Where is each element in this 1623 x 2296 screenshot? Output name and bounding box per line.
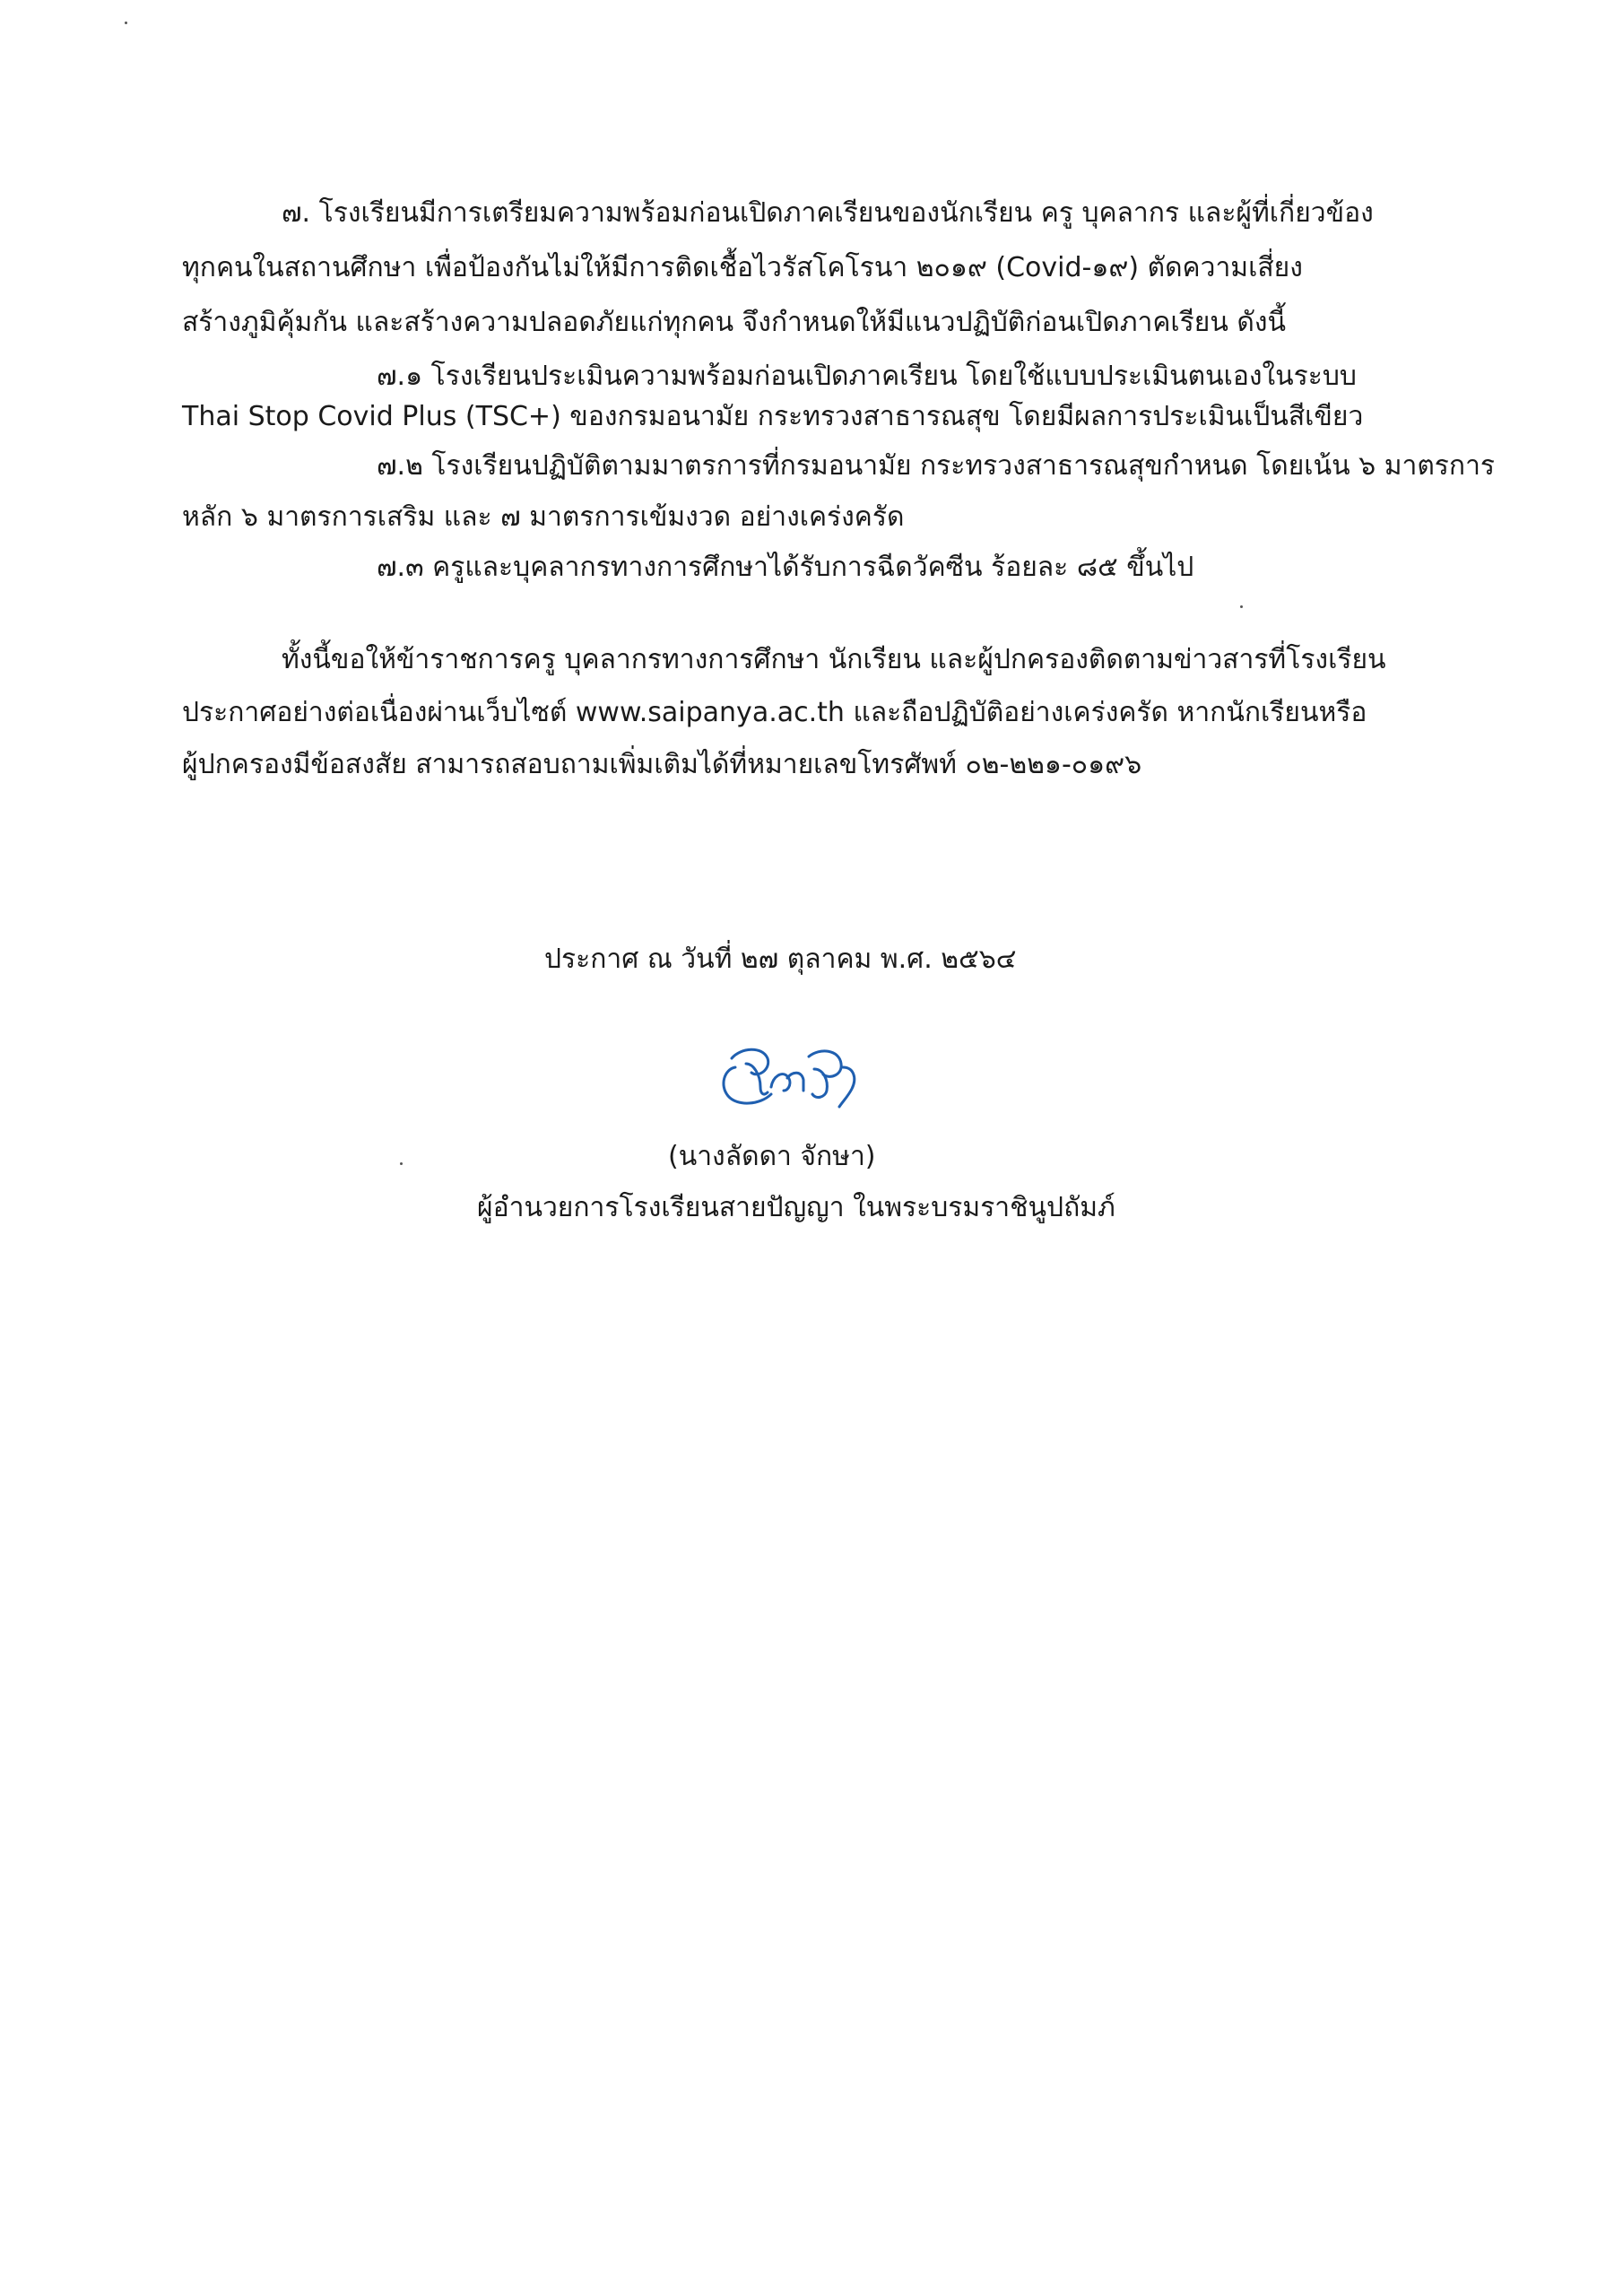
item7-2-line1: ๗.๒ โรงเรียนปฏิบัติตามมาตรการที่กรมอนามัย กระทรวงสาธารณสุขกำหนด โดยเน้น ๖ มาตรการ: [377, 450, 1496, 482]
closing-line3: ผู้ปกครองมีข้อสงสัย สามารถสอบถามเพิ่มเติมได้ที่หมายเลขโทรศัพท์ ๐๒-๒๒๑-๐๑๙๖: [182, 749, 1142, 780]
closing-line1: ทั้งนี้ขอให้ข้าราชการครู บุคลากรทางการศึกษา นักเรียน และผู้ปกครองติดตามข่าวสารที่โรงเรียน: [282, 644, 1386, 675]
item7-3-line1: ๗.๓ ครูและบุคลากรทางการศึกษาได้รับการฉีดวัคซีน ร้อยละ ๘๕ ขึ้นไป: [377, 552, 1194, 583]
handwritten-signature: [708, 1031, 870, 1112]
signer-title: ผู้อำนวยการโรงเรียนสายปัญญา ในพระบรมราชินูปถัมภ์: [477, 1192, 1115, 1223]
item7-1-line1: ๗.๑ โรงเรียนประเมินความพร้อมก่อนเปิดภาคเรียน โดยใช้แบบประเมินตนเองในระบบ: [377, 361, 1357, 392]
item7-1-line2: Thai Stop Covid Plus (TSC+) ของกรมอนามัย กระทรวงสาธารณสุข โดยมีผลการประเมินเป็นสีเขียว: [182, 401, 1364, 432]
scan-speck: [400, 1162, 403, 1165]
announcement-date: ประกาศ ณ วันที่ ๒๗ ตุลาคม พ.ศ. ๒๕๖๔: [544, 944, 1017, 975]
item7-line3: สร้างภูมิคุ้มกัน และสร้างความปลอดภัยแก่ทุกคน จึงกำหนดให้มีแนวปฏิบัติก่อนเปิดภาคเรียน ดังนี้: [182, 307, 1287, 338]
scan-speck: [1240, 605, 1243, 608]
closing-line2: ประกาศอย่างต่อเนื่องผ่านเว็บไซต์ www.saipanya.ac.th และถือปฏิบัติอย่างเคร่งครัด หากนักเรียนหรือ: [182, 697, 1367, 728]
item7-line2: ทุกคนในสถานศึกษา เพื่อป้องกันไม่ให้มีการติดเชื้อไวรัสโคโรนา ๒๐๑๙ (Covid-๑๙) ตัดความเสี่ยง: [182, 252, 1303, 283]
item7-line1: ๗. โรงเรียนมีการเตรียมความพร้อมก่อนเปิดภาคเรียนของนักเรียน ครู บุคลากร และผู้ที่เกี่ยวข้อง: [282, 197, 1374, 229]
scan-speck: [125, 22, 127, 24]
signer-name: (นางลัดดา จักษา): [668, 1141, 876, 1172]
item7-2-line2: หลัก ๖ มาตรการเสริม และ ๗ มาตรการเข้มงวด อย่างเคร่งครัด: [182, 501, 905, 533]
